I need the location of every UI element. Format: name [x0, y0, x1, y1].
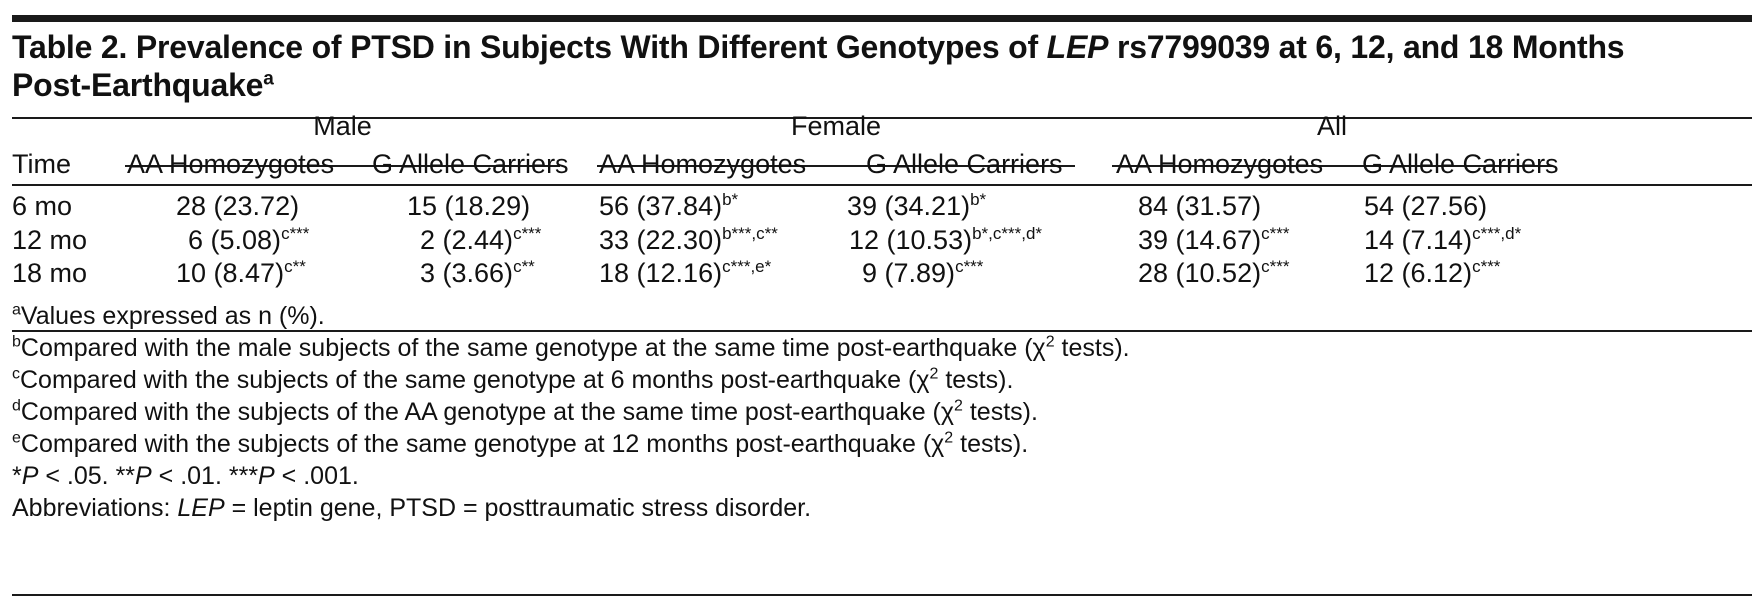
footnote-e: $^e$Compared with the subjects of the same genotype at 12 months post-earthquake ($\chi^2$ tests).	[12, 429, 1029, 458]
footnote-significance: *P < .05. **P < .01. ***P < .001.	[12, 462, 359, 490]
footnote-b: $^b$Compared with the male subjects of the same genotype at the same time post-earthquake ($\chi^2$ tests).	[12, 333, 1130, 362]
row-label: 6 mo	[12, 191, 73, 221]
table-cell: 39 $(14.67)^{c***}$	[1138, 224, 1290, 255]
column-header-time: Time	[12, 149, 71, 179]
group-header-male: Male	[313, 111, 372, 141]
table-cell: 39 $(34.21)^{b*}$	[847, 190, 987, 221]
top-rule	[12, 15, 1752, 22]
table-cell: 3 $(3.66)^{c**}$	[420, 257, 535, 288]
table-cell: 15 (18.29)	[407, 191, 531, 221]
title-gene: LEP	[1046, 29, 1109, 65]
column-header: AA Homozygotes	[127, 149, 335, 179]
group-header-all: All	[1316, 111, 1347, 141]
table-cell: 28 (23.72)	[176, 191, 300, 221]
title-line2: Post-Earthquake	[12, 67, 264, 103]
row-label: 18 mo	[12, 258, 88, 288]
table-cell: 6 $(5.08)^{c***}$	[188, 224, 310, 255]
table-cell: 14 $(7.14)^{c***,d*}$	[1364, 224, 1522, 255]
footnote-abbreviations: Abbreviations: LEP = leptin gene, PTSD = posttraumatic stress disorder.	[12, 494, 812, 522]
table-cell: 54 (27.56)	[1364, 191, 1488, 221]
table-cell: 28 $(10.52)^{c***}$	[1138, 257, 1290, 288]
column-header: G Allele Carriers	[866, 149, 1063, 179]
footnote-c: $^c$Compared with the subjects of the same genotype at 6 months post-earthquake ($\chi^2$ tests).	[12, 365, 1014, 394]
bottom-rule	[12, 594, 1752, 596]
title-text-end: rs7799039 at 6, 12, and 18 Months	[1108, 29, 1625, 65]
title-text: Table 2. Prevalence of PTSD in Subjects With Different Genotypes of	[12, 29, 1047, 65]
table-cell: 12 $(6.12)^{c***}$	[1364, 257, 1501, 288]
group-header-female: Female	[790, 111, 882, 141]
table-cell: 12 $(10.53)^{b*,c***,d*}$	[849, 224, 1043, 255]
footnote-a: $^a$Values expressed as n (%).	[12, 301, 325, 330]
table-cell: 18 $(12.16)^{c***,e*}$	[599, 257, 772, 288]
column-header: G Allele Carriers	[1362, 149, 1559, 179]
table-cell: 9 $(7.89)^{c***}$	[862, 257, 984, 288]
table-cell: 10 $(8.47)^{c**}$	[176, 257, 306, 288]
column-header: AA Homozygotes	[599, 149, 807, 179]
table-cell: 2 $(2.44)^{c***}$	[420, 224, 542, 255]
footnote-d: $^d$Compared with the subjects of the AA genotype at the same time post-earthquake ($\chi^2$ tests).	[12, 397, 1038, 426]
table-cell: 84 (31.57)	[1138, 191, 1262, 221]
table-cell: 33 $(22.30)^{b***,c**}$	[599, 224, 778, 255]
row-label: 12 mo	[12, 225, 88, 255]
table-cell: 56 $(37.84)^{b*}$	[599, 190, 739, 221]
table-title	[12, 28, 1752, 104]
header-bottom-rule	[12, 184, 1752, 186]
title-footnote-mark: a	[263, 68, 274, 90]
column-header: G Allele Carriers	[372, 149, 569, 179]
column-header: AA Homozygotes	[1116, 149, 1324, 179]
